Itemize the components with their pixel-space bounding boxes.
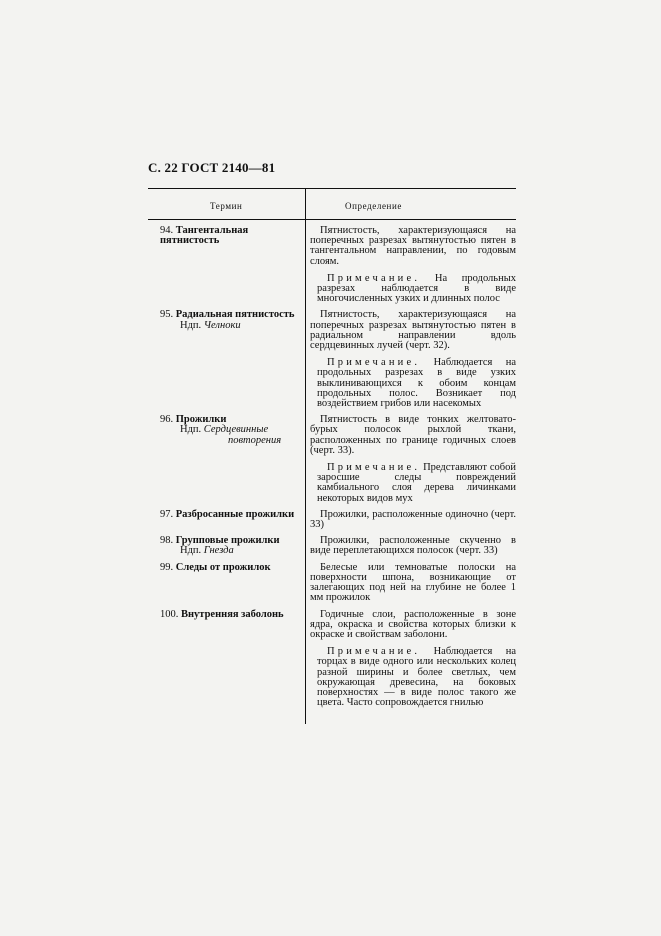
definition-text: Годичные слои, расположенные в зоне ядра, окраска и свойства которых близки к окраске и свойствам заболони.	[310, 608, 516, 640]
term-name: Радиальная пятнистость	[175, 309, 295, 321]
note-label: Примечание.	[327, 357, 421, 369]
definition-cell	[310, 415, 516, 504]
deprecated-term-continuation: повторения	[228, 434, 282, 446]
definition-cell	[310, 563, 516, 604]
note-label: Примечание.	[327, 646, 421, 658]
definition-text: Белесые или темноватые полоски на поверхности шпона, возникающие от залегающих под ней на глубине не более 1 мм прожилок	[310, 561, 516, 604]
ndp-label: Ндп.	[180, 545, 202, 557]
note	[310, 463, 516, 504]
definition-text: Пятнистость, характеризующаяся на поперечных разрезах вытянутостью пятен в тангентальном направлении, по годовым слоям.	[310, 225, 516, 267]
deprecated-term	[160, 321, 298, 331]
term-number: 96.	[160, 414, 174, 426]
definition-cell	[310, 536, 516, 556]
term-number: 100.	[160, 608, 179, 620]
table-header-rule	[148, 219, 516, 220]
deprecated-term-name: Гнезда	[203, 545, 234, 557]
column-header-definition: Определение	[345, 201, 402, 211]
term-cell	[148, 610, 298, 709]
note	[310, 274, 516, 305]
note	[310, 647, 516, 708]
term-number: 94.	[160, 225, 174, 236]
deprecated-term-name: Сердцевинные	[203, 424, 269, 436]
term-cell	[148, 310, 298, 409]
term-number: 99.	[160, 561, 174, 573]
term-cell	[148, 536, 298, 556]
terms-table-body	[148, 226, 518, 714]
deprecated-term	[160, 546, 298, 556]
ndp-label: Ндп.	[180, 319, 202, 331]
term-name: Групповые прожилки	[175, 535, 280, 547]
term-name: Следы от прожилок	[175, 561, 271, 573]
note	[310, 358, 516, 409]
definition-cell	[310, 310, 516, 409]
note-text: На продольных разрезах наблюдается в виде многочисленных узких и длинных полос	[317, 272, 517, 305]
ndp-label: Ндп.	[180, 424, 202, 436]
column-header-term: Термин	[210, 201, 243, 211]
term-cell	[148, 563, 298, 604]
table-row	[148, 226, 518, 304]
definition-text: Пятнистость, характеризующаяся на поперечных разрезах вытянутостью пятен в радиальном направлении вдоль сердцевинных лучей (черт. 32).	[310, 309, 516, 352]
table-row	[148, 563, 518, 604]
definition-cell	[310, 226, 516, 304]
table-top-rule	[148, 188, 516, 189]
table-row	[148, 310, 518, 409]
term-name: Тангентальная пятнистость	[160, 225, 249, 247]
term-name: Прожилки	[175, 414, 227, 426]
table-row	[148, 610, 518, 709]
term-number: 95.	[160, 309, 174, 321]
term-number: 97.	[160, 508, 174, 520]
note-text: Наблюдается на продольных разрезах в виде узких выклинивающихся к обоим концам продольных полос. Возникает под воздействием грибов или насекомых	[317, 357, 517, 410]
definition-text: Прожилки, расположенные одиночно (черт. 33)	[310, 508, 516, 531]
deprecated-term-name: Челноки	[203, 319, 241, 331]
note-label: Примечание.	[327, 462, 421, 474]
definition-cell	[310, 510, 516, 530]
note-label: Примечание.	[327, 272, 421, 284]
term-name: Внутренняя заболонь	[181, 608, 284, 620]
note-text: Представляют собой заросшие следы повреждений камбиального слоя дерева личинками некоторых видов мух	[317, 462, 516, 504]
term-cell	[148, 226, 298, 304]
term-number: 98.	[160, 535, 174, 547]
table-row	[148, 510, 518, 530]
term-cell	[148, 510, 298, 530]
term-cell	[148, 415, 298, 504]
definition-text: Прожилки, расположенные скученно в виде переплетающихся полосок (черт. 33)	[310, 535, 516, 557]
definition-cell	[310, 610, 516, 709]
table-row	[148, 415, 518, 504]
term-name: Разбросанные прожилки	[175, 508, 295, 520]
table-row	[148, 536, 518, 556]
page-header: С. 22 ГОСТ 2140—81	[148, 160, 276, 175]
note-text: Наблюдается на торцах в виде одного или нескольких колец разной ширины и более светлых, чем окружающая древесина, на боковых поверхностях — в виде полос такого же цвета. Часто сопровождается гнилью	[317, 646, 517, 709]
definition-text: Пятнистость в виде тонких желтовато-бурых полосок рыхлой ткани, расположенных по границе годичных слоев (черт. 33).	[310, 414, 516, 456]
